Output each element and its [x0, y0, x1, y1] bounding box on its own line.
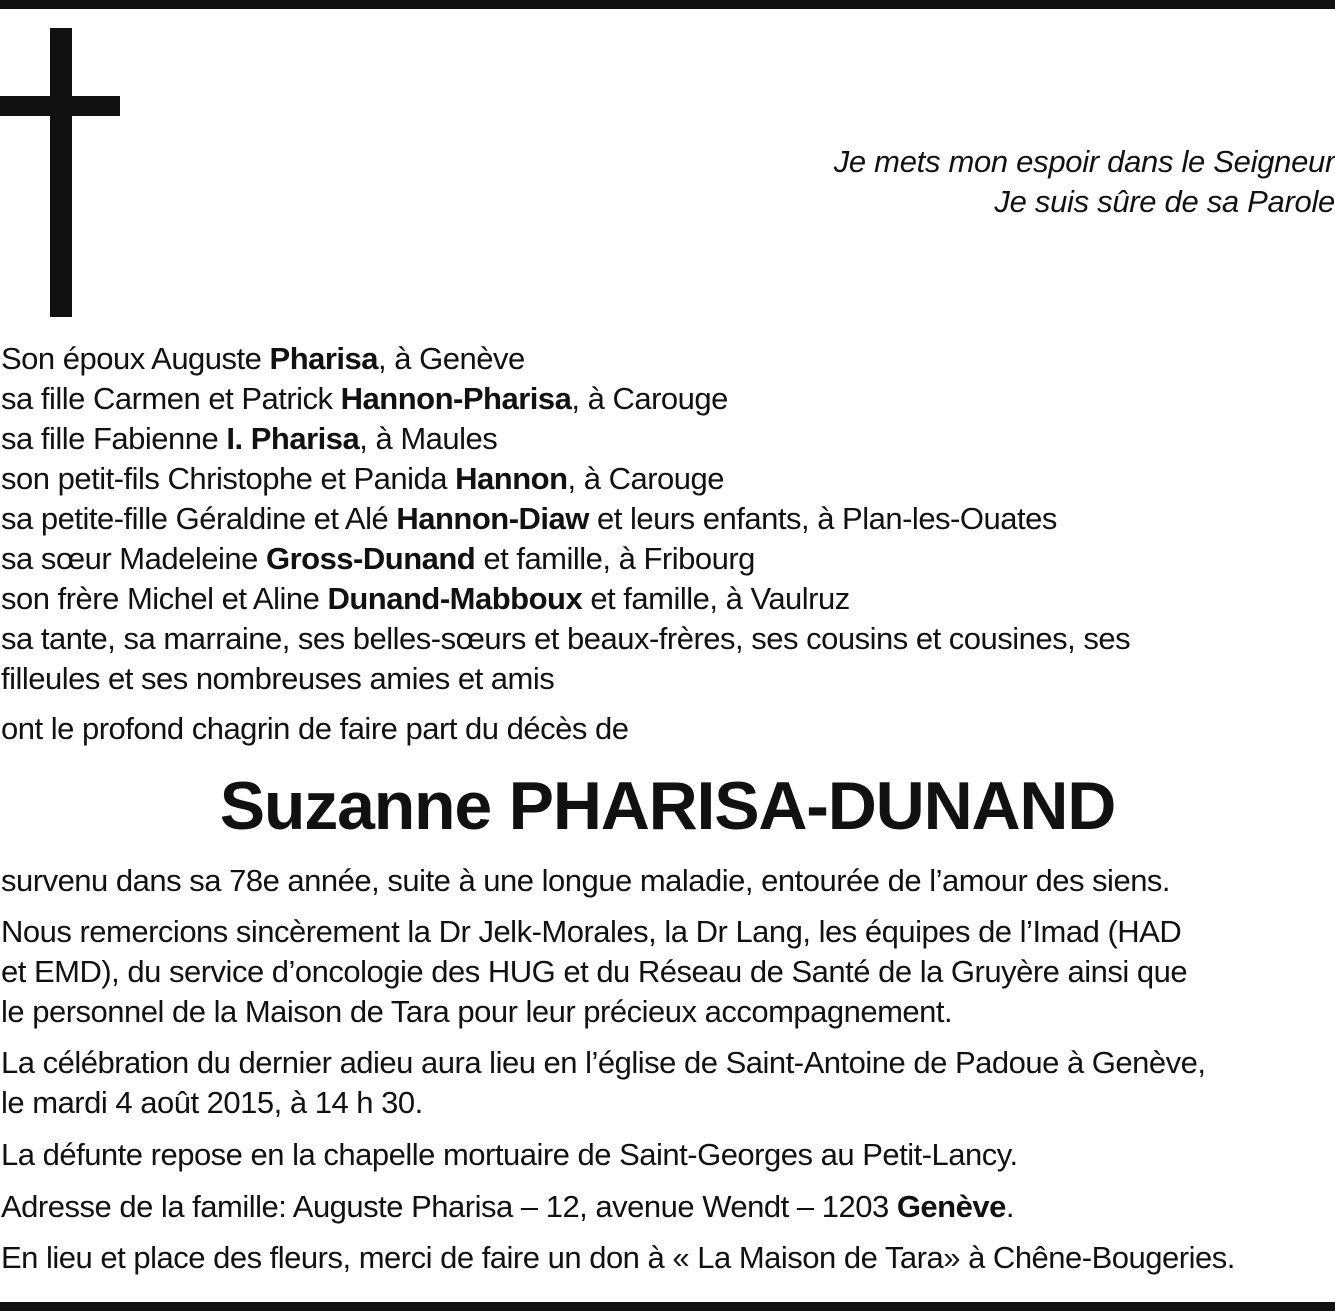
family-surname: Hannon	[455, 461, 568, 496]
announcement-text: ont le profond chagrin de faire part du décès de	[1, 711, 629, 746]
family-line-text: , à Carouge	[567, 461, 725, 496]
top-border-rule	[0, 0, 1335, 9]
thanks-line-2: et EMD), du service d’oncologie des HUG et du Réseau de Santé de la Gruyère ainsi que	[1, 954, 1188, 989]
family-line-text: sa petite-fille Géraldine et Alé	[1, 501, 397, 536]
family-line	[1, 339, 1335, 379]
family-surname: Pharisa	[269, 341, 379, 376]
family-line-text: sa sœur Madeleine	[1, 541, 266, 576]
cross-icon	[50, 28, 72, 317]
address-city: Genève	[896, 1189, 1006, 1224]
family-line-text: sa fille Carmen et Patrick	[1, 381, 341, 416]
passing-text: survenu dans sa 78e année, suite à une longue maladie, entourée de l’amour des siens.	[1, 863, 1171, 898]
deceased-name: Suzanne PHARISA-DUNAND	[219, 768, 1116, 844]
family-line	[1, 379, 1335, 419]
family-line-text: son petit-fils Christophe et Panida	[1, 461, 456, 496]
family-surname: Dunand-Mabboux	[327, 581, 583, 616]
verse-line-1: Je mets mon espoir dans le Seigneur	[833, 144, 1335, 179]
family-line	[1, 579, 1335, 619]
address-line-text: Adresse de la famille: Auguste Pharisa – 12, avenue Wendt – 1203	[1, 1189, 897, 1224]
relatives-line-1: sa tante, sa marraine, ses belles-sœurs et beaux-frères, ses cousins et cousines, ses	[1, 621, 1131, 656]
rest-text: La défunte repose en la chapelle mortuaire de Saint-Georges au Petit-Lancy.	[1, 1137, 1018, 1172]
family-line-text: et famille, à Vaulruz	[582, 581, 850, 616]
donation-text: En lieu et place des fleurs, merci de faire un don à « La Maison de Tara» à Chêne-Bougeries.	[1, 1240, 1235, 1275]
relatives-line-2: filleules et ses nombreuses amies et amis	[1, 661, 555, 696]
ceremony-line-1: La célébration du dernier adieu aura lieu en l’église de Saint-Antoine de Padoue à Genève,	[1, 1045, 1206, 1080]
verse-line-2: Je suis sûre de sa Parole	[994, 184, 1335, 219]
family-surname: Hannon-Pharisa	[340, 381, 572, 416]
ceremony-paragraph	[1, 1043, 1335, 1123]
family-line	[1, 499, 1335, 539]
family-surname: Gross-Dunand	[265, 541, 476, 576]
ceremony-line-2: le mardi 4 août 2015, à 14 h 30.	[1, 1085, 423, 1120]
bottom-border-rule	[0, 1302, 1335, 1311]
family-line	[1, 419, 1335, 459]
family-line-text: , à Carouge	[571, 381, 728, 416]
family-line-text: et famille, à Fribourg	[475, 541, 755, 576]
family-line-text: , à Maules	[359, 421, 498, 456]
thanks-paragraph	[1, 912, 1335, 1032]
family-line	[1, 539, 1335, 579]
family-line-text: , à Genève	[378, 341, 525, 376]
family-surname: I. Pharisa	[226, 421, 360, 456]
verse-quote	[535, 142, 1335, 222]
family-list	[1, 339, 1335, 699]
family-line-text: son frère Michel et Aline	[1, 581, 328, 616]
family-line-text: Son époux Auguste	[1, 341, 270, 376]
family-line-text: sa fille Fabienne	[1, 421, 227, 456]
family-surname: Hannon-Diaw	[396, 501, 589, 536]
family-line	[1, 459, 1335, 499]
address-line-text: .	[1005, 1189, 1014, 1224]
cross-icon-crossbar	[0, 96, 120, 116]
thanks-line-3: le personnel de la Maison de Tara pour leur précieux accompagnement.	[1, 994, 953, 1029]
address-text	[1, 1187, 1335, 1227]
thanks-line-1: Nous remercions sincèrement la Dr Jelk-Morales, la Dr Lang, les équipes de l’Imad (HAD	[1, 914, 1182, 949]
family-line-text: et leurs enfants, à Plan-les-Ouates	[588, 501, 1057, 536]
